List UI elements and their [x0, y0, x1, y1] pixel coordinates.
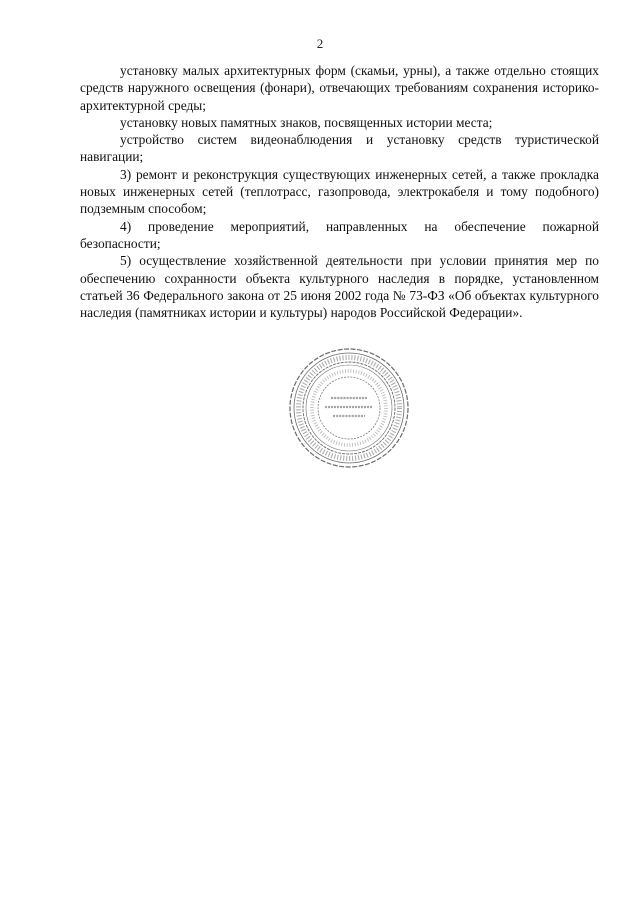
document-body [80, 62, 599, 321]
official-seal-stamp [287, 346, 411, 470]
paragraph: установку малых архитектурных форм (скамьи, урны), а также отдельно стоящих средств наружного освещения (фонари), отвечающих требованиям сохранения историко-архитектурной среды; [80, 63, 599, 113]
paragraph: 3) ремонт и реконструкция существующих инженерных сетей, а также прокладка новых инженерных сетей (теплотрасс, газопровода, электрокабеля и тому подобного) подземным способом; [80, 166, 599, 217]
paragraph: установку новых памятных знаков, посвященных истории места; [120, 114, 493, 130]
paragraph: 4) проведение мероприятий, направленных на обеспечение пожарной безопасности; [80, 218, 599, 251]
paragraph: устройство систем видеонаблюдения и установку средств туристической навигации; [80, 132, 599, 165]
paragraph: 5) осуществление хозяйственной деятельности при условии принятия мер по обеспечению сохранности объекта культурного наследия в порядке, установленном статьей 36 Федерального закона от 25 июня 2002 года № 73-ФЗ «Об объектах культурного наследия (памятниках истории и культуры) народов Российской Федерации». [80, 253, 599, 321]
page-number: 2 [316, 36, 324, 51]
